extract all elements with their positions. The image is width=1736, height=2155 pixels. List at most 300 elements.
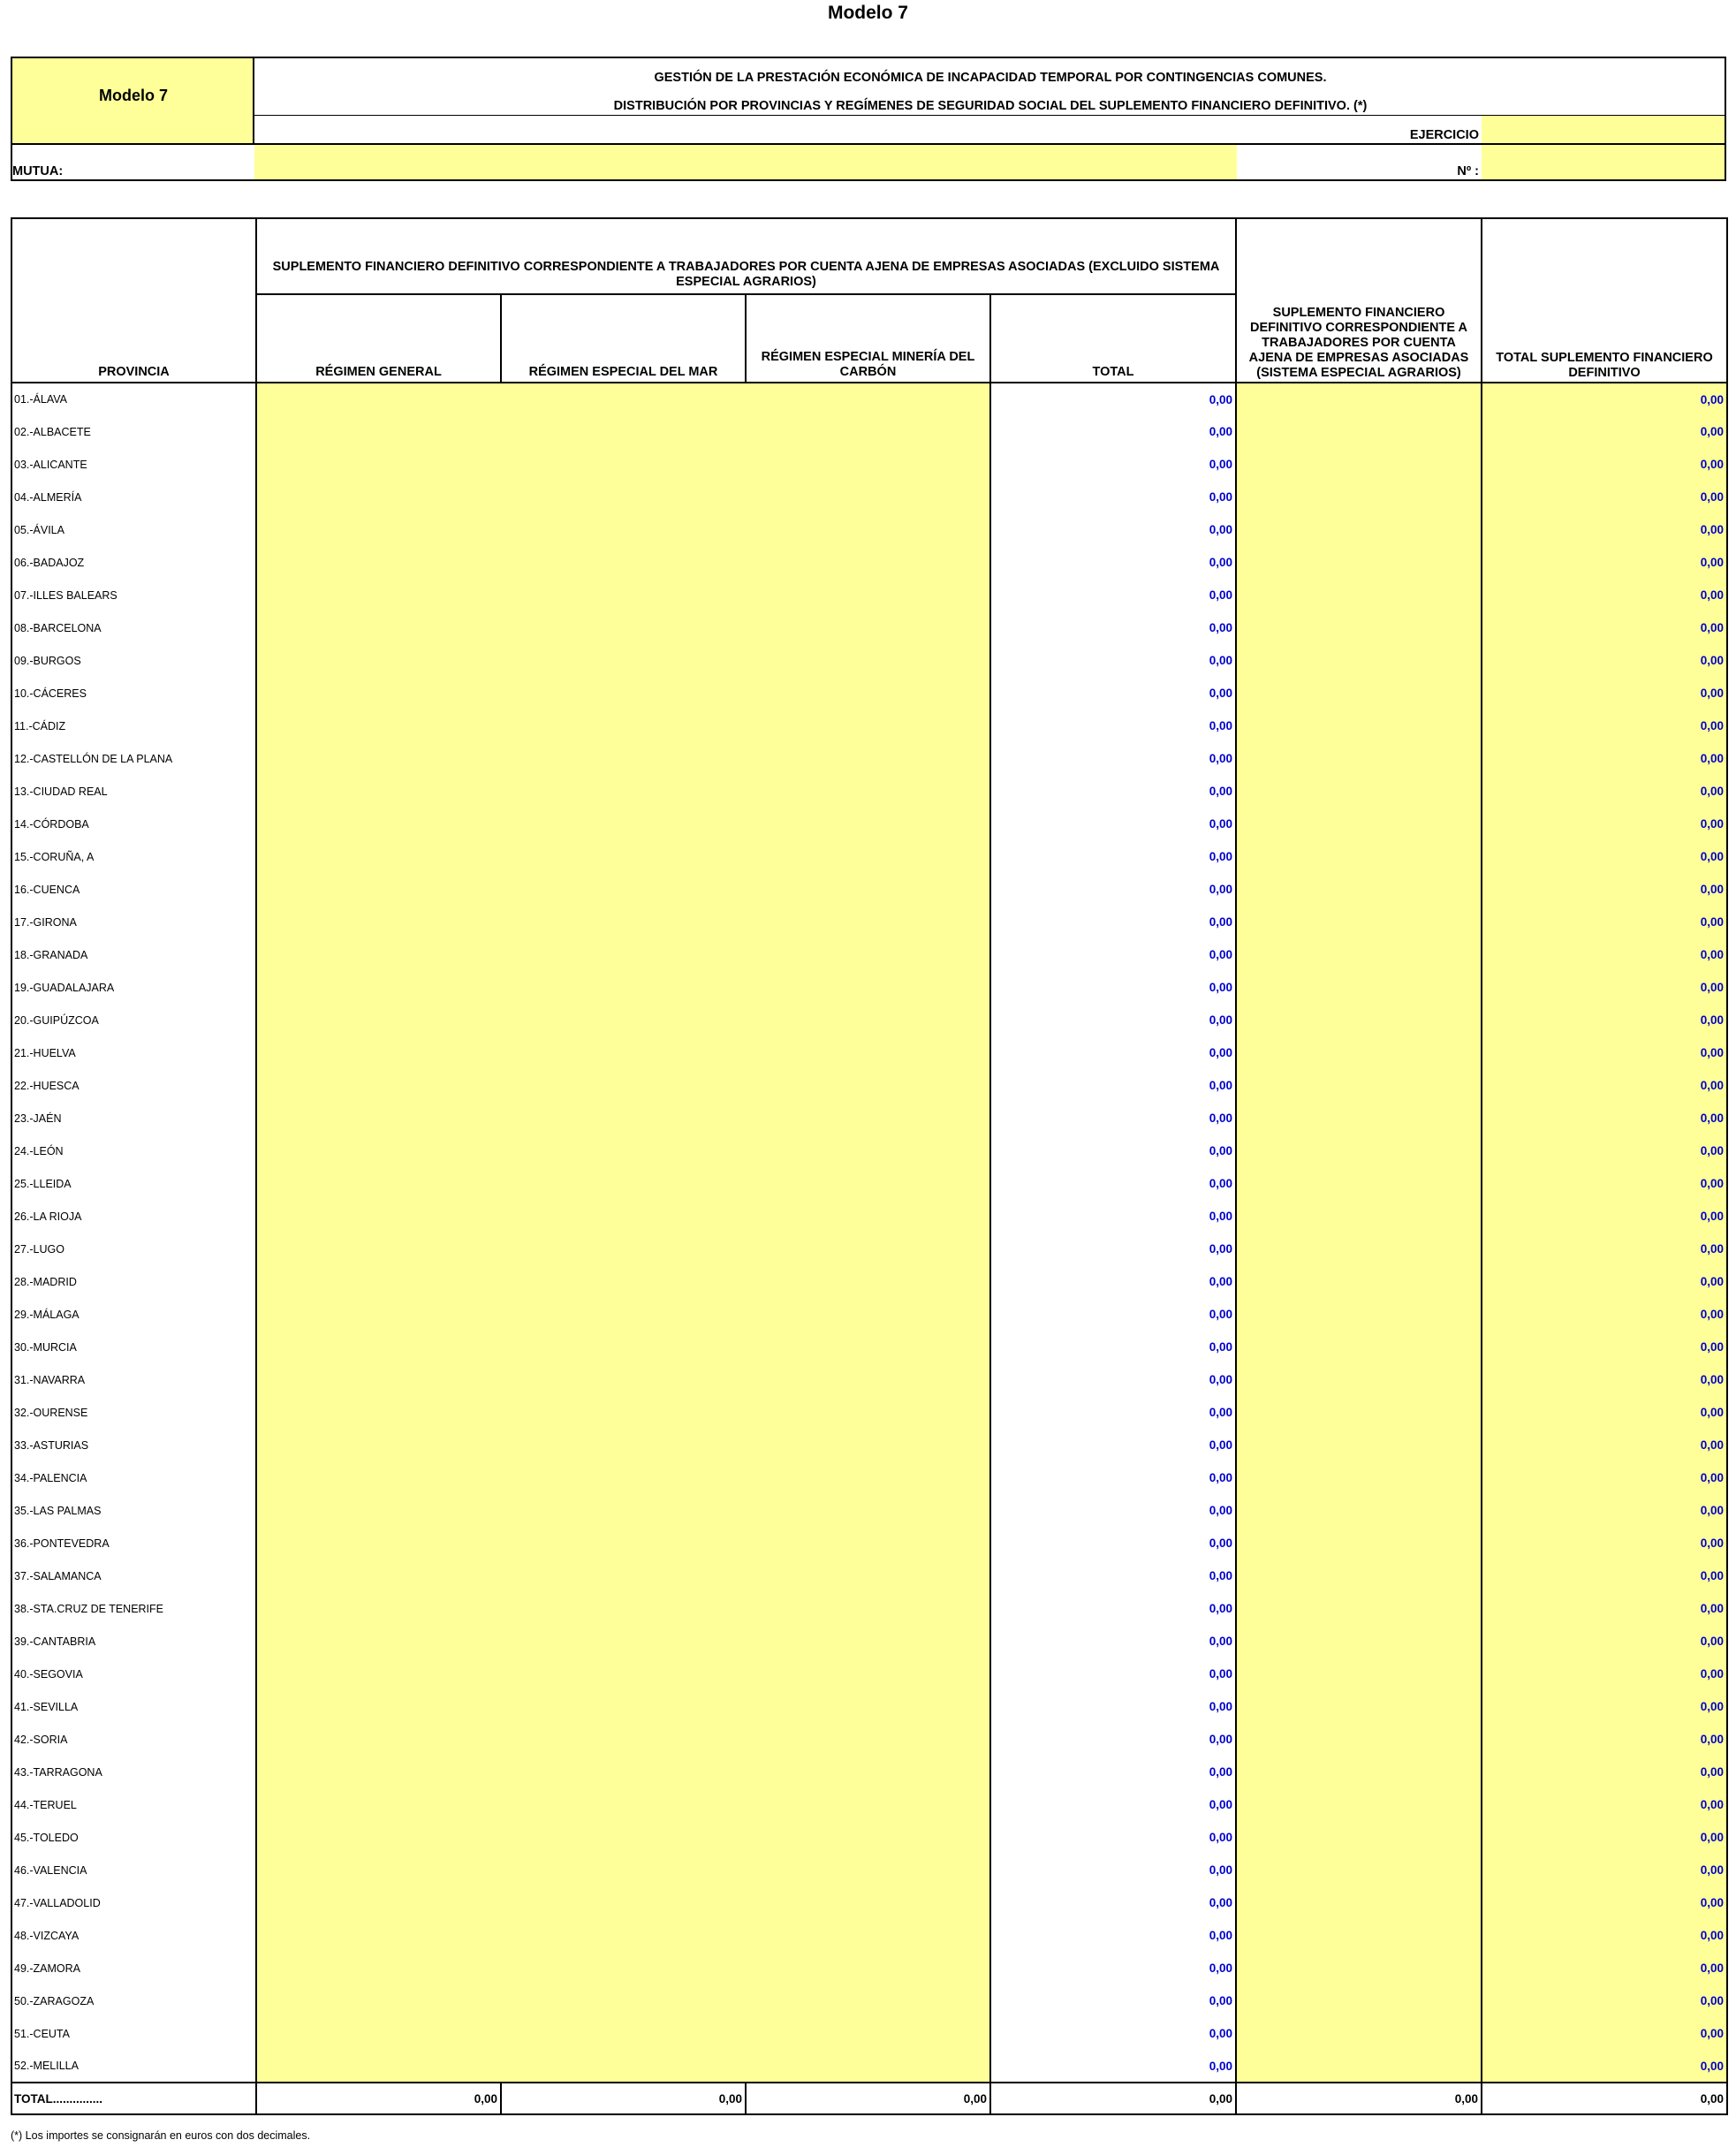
mineria-input[interactable] (746, 1069, 990, 1102)
mineria-input[interactable] (746, 1429, 990, 1461)
total-sf-cell: 0,00 (1482, 1821, 1727, 1854)
agrarios-input[interactable] (1236, 1396, 1482, 1429)
total-sf-cell: 0,00 (1482, 1690, 1727, 1723)
general-input[interactable] (256, 579, 501, 611)
table-row (11, 677, 1727, 709)
mineria-input[interactable] (746, 1625, 990, 1658)
general-input[interactable] (256, 1919, 501, 1952)
agrarios-input[interactable] (1236, 808, 1482, 840)
total-cell: 0,00 (990, 1429, 1236, 1461)
agrarios-input[interactable] (1236, 2050, 1482, 2083)
table-row (11, 1821, 1727, 1854)
mineria-input[interactable] (746, 709, 990, 742)
mar-input[interactable] (501, 1200, 746, 1233)
table-row (11, 644, 1727, 677)
general-input[interactable] (256, 808, 501, 840)
general-input[interactable] (256, 1363, 501, 1396)
general-input[interactable] (256, 1102, 501, 1134)
general-input[interactable] (256, 1756, 501, 1788)
agrarios-input[interactable] (1236, 709, 1482, 742)
mar-input[interactable] (501, 971, 746, 1004)
total-cell: 0,00 (990, 415, 1236, 448)
mutua-input[interactable] (254, 145, 1237, 179)
total-cell: 0,00 (990, 1233, 1236, 1265)
agrarios-input[interactable] (1236, 742, 1482, 775)
agrarios-input[interactable] (1236, 1854, 1482, 1886)
mar-input[interactable] (501, 1298, 746, 1331)
header-total-sf: TOTAL SUPLEMENTO FINANCIERO DEFINITIVO (1482, 218, 1727, 383)
mar-input[interactable] (501, 1036, 746, 1069)
table-row (11, 383, 1727, 415)
table-row (11, 611, 1727, 644)
total-cell: 0,00 (990, 1494, 1236, 1527)
agrarios-input[interactable] (1236, 1788, 1482, 1821)
mineria-input[interactable] (746, 1004, 990, 1036)
mineria-input[interactable] (746, 2050, 990, 2083)
provincia-cell: 23.-JAÉN (11, 1102, 256, 1134)
mar-input[interactable] (501, 709, 746, 742)
table-row (11, 775, 1727, 808)
general-input[interactable] (256, 1233, 501, 1265)
agrarios-input[interactable] (1236, 775, 1482, 808)
mineria-input[interactable] (746, 481, 990, 513)
agrarios-input[interactable] (1236, 1723, 1482, 1756)
mar-input[interactable] (501, 1658, 746, 1690)
general-input[interactable] (256, 1167, 501, 1200)
mineria-input[interactable] (746, 1134, 990, 1167)
mineria-input[interactable] (746, 1167, 990, 1200)
mar-input[interactable] (501, 775, 746, 808)
general-input[interactable] (256, 1854, 501, 1886)
mineria-input[interactable] (746, 742, 990, 775)
table-row (11, 1494, 1727, 1527)
total-cell: 0,00 (990, 1984, 1236, 2017)
general-input[interactable] (256, 775, 501, 808)
total-cell: 0,00 (990, 383, 1236, 415)
mineria-input[interactable] (746, 1233, 990, 1265)
total-sf-cell: 0,00 (1482, 1984, 1727, 2017)
mar-input[interactable] (501, 1592, 746, 1625)
agrarios-input[interactable] (1236, 1821, 1482, 1854)
table-row (11, 808, 1727, 840)
mineria-input[interactable] (746, 775, 990, 808)
general-input[interactable] (256, 1723, 501, 1756)
provincia-cell: 35.-LAS PALMAS (11, 1494, 256, 1527)
modelo-label: Modelo 7 (98, 87, 168, 104)
total-cell: 0,00 (990, 1723, 1236, 1756)
mineria-input[interactable] (746, 1461, 990, 1494)
general-input[interactable] (256, 1559, 501, 1592)
total-cell: 0,00 (990, 481, 1236, 513)
table-row (11, 1331, 1727, 1363)
mineria-input[interactable] (746, 1886, 990, 1919)
agrarios-input[interactable] (1236, 1265, 1482, 1298)
mineria-input[interactable] (746, 1723, 990, 1756)
mineria-input[interactable] (746, 1756, 990, 1788)
agrarios-input[interactable] (1236, 1069, 1482, 1102)
general-input[interactable] (256, 1429, 501, 1461)
header-group: SUPLEMENTO FINANCIERO DEFINITIVO CORRESPONDIENTE A TRABAJADORES POR CUENTA AJENA DE EMPRESAS ASOCIADAS (EXCLUIDO SISTEMA ESPECIAL AGRARIOS) (256, 218, 1236, 294)
agrarios-input[interactable] (1236, 1625, 1482, 1658)
mineria-input[interactable] (746, 1919, 990, 1952)
agrarios-input[interactable] (1236, 840, 1482, 873)
mineria-input[interactable] (746, 1396, 990, 1429)
general-input[interactable] (256, 1690, 501, 1723)
mar-input[interactable] (501, 1396, 746, 1429)
mineria-input[interactable] (746, 546, 990, 579)
agrarios-input[interactable] (1236, 513, 1482, 546)
provincia-cell: 29.-MÁLAGA (11, 1298, 256, 1331)
agrarios-input[interactable] (1236, 1004, 1482, 1036)
total-sf-cell: 0,00 (1482, 1559, 1727, 1592)
mar-input[interactable] (501, 1559, 746, 1592)
table-row (11, 742, 1727, 775)
mar-input[interactable] (501, 808, 746, 840)
general-input[interactable] (256, 2050, 501, 2083)
agrarios-input[interactable] (1236, 1658, 1482, 1690)
mar-input[interactable] (501, 1429, 746, 1461)
agrarios-input[interactable] (1236, 448, 1482, 481)
mar-input[interactable] (501, 873, 746, 906)
mar-input[interactable] (501, 1886, 746, 1919)
mineria-input[interactable] (746, 1854, 990, 1886)
general-input[interactable] (256, 513, 501, 546)
header-general: RÉGIMEN GENERAL (256, 294, 501, 383)
provincia-cell: 12.-CASTELLÓN DE LA PLANA (11, 742, 256, 775)
agrarios-input[interactable] (1236, 1592, 1482, 1625)
mineria-input[interactable] (746, 1592, 990, 1625)
general-input[interactable] (256, 1200, 501, 1233)
agrarios-input[interactable] (1236, 481, 1482, 513)
numero-label: Nº : (1457, 164, 1479, 178)
provincia-cell: 18.-GRANADA (11, 938, 256, 971)
mineria-input[interactable] (746, 1559, 990, 1592)
mar-input[interactable] (501, 1756, 746, 1788)
general-input[interactable] (256, 1396, 501, 1429)
general-input[interactable] (256, 1527, 501, 1559)
total-cell: 0,00 (990, 1625, 1236, 1658)
total-sf-cell: 0,00 (1482, 1331, 1727, 1363)
agrarios-input[interactable] (1236, 1298, 1482, 1331)
agrarios-input[interactable] (1236, 906, 1482, 938)
total-cell: 0,00 (990, 1036, 1236, 1069)
total-sf-cell: 0,00 (1482, 644, 1727, 677)
table-row (11, 1233, 1727, 1265)
agrarios-input[interactable] (1236, 1233, 1482, 1265)
total-sf-cell: 0,00 (1482, 906, 1727, 938)
agrarios-input[interactable] (1236, 611, 1482, 644)
total-cell: 0,00 (990, 1363, 1236, 1396)
header-mineria: RÉGIMEN ESPECIAL MINERÍA DEL CARBÓN (746, 294, 990, 383)
mar-input[interactable] (501, 1069, 746, 1102)
agrarios-input[interactable] (1236, 1331, 1482, 1363)
mar-input[interactable] (501, 481, 746, 513)
mar-input[interactable] (501, 1363, 746, 1396)
mar-input[interactable] (501, 840, 746, 873)
general-input[interactable] (256, 742, 501, 775)
total-cell: 0,00 (990, 906, 1236, 938)
mineria-input[interactable] (746, 971, 990, 1004)
mineria-input[interactable] (746, 1494, 990, 1527)
mineria-input[interactable] (746, 808, 990, 840)
total-sf-cell: 0,00 (1482, 938, 1727, 971)
table-row (11, 1625, 1727, 1658)
general-input[interactable] (256, 938, 501, 971)
agrarios-input[interactable] (1236, 1756, 1482, 1788)
total-cell: 0,00 (990, 448, 1236, 481)
general-input[interactable] (256, 1984, 501, 2017)
agrarios-input[interactable] (1236, 971, 1482, 1004)
mar-input[interactable] (501, 1984, 746, 2017)
general-input[interactable] (256, 1298, 501, 1331)
agrarios-input[interactable] (1236, 1036, 1482, 1069)
mineria-input[interactable] (746, 840, 990, 873)
ejercicio-input[interactable] (1482, 116, 1725, 143)
agrarios-input[interactable] (1236, 2017, 1482, 2050)
general-input[interactable] (256, 906, 501, 938)
provincia-cell: 34.-PALENCIA (11, 1461, 256, 1494)
general-input[interactable] (256, 873, 501, 906)
agrarios-input[interactable] (1236, 1527, 1482, 1559)
general-input[interactable] (256, 1821, 501, 1854)
mineria-input[interactable] (746, 873, 990, 906)
mar-input[interactable] (501, 1821, 746, 1854)
mar-input[interactable] (501, 1004, 746, 1036)
table-row (11, 906, 1727, 938)
general-input[interactable] (256, 1952, 501, 1984)
mar-input[interactable] (501, 1854, 746, 1886)
table-row (11, 1004, 1727, 1036)
mar-input[interactable] (501, 742, 746, 775)
mineria-input[interactable] (746, 448, 990, 481)
mineria-input[interactable] (746, 1036, 990, 1069)
agrarios-input[interactable] (1236, 873, 1482, 906)
general-input[interactable] (256, 644, 501, 677)
mineria-input[interactable] (746, 1363, 990, 1396)
general-input[interactable] (256, 383, 501, 415)
mar-input[interactable] (501, 1167, 746, 1200)
general-input[interactable] (256, 1592, 501, 1625)
agrarios-input[interactable] (1236, 938, 1482, 971)
mineria-input[interactable] (746, 1658, 990, 1690)
general-input[interactable] (256, 1788, 501, 1821)
agrarios-input[interactable] (1236, 1559, 1482, 1592)
general-input[interactable] (256, 611, 501, 644)
total-sf-cell: 0,00 (1482, 579, 1727, 611)
mar-input[interactable] (501, 513, 746, 546)
mineria-input[interactable] (746, 1984, 990, 2017)
mar-input[interactable] (501, 1102, 746, 1134)
general-input[interactable] (256, 546, 501, 579)
general-input[interactable] (256, 481, 501, 513)
agrarios-input[interactable] (1236, 644, 1482, 677)
general-input[interactable] (256, 677, 501, 709)
mineria-input[interactable] (746, 1821, 990, 1854)
table-row (11, 1527, 1727, 1559)
total-cell: 0,00 (990, 1952, 1236, 1984)
general-input[interactable] (256, 1265, 501, 1298)
mineria-input[interactable] (746, 2017, 990, 2050)
general-input[interactable] (256, 415, 501, 448)
mar-input[interactable] (501, 2050, 746, 2083)
general-input[interactable] (256, 1004, 501, 1036)
mineria-input[interactable] (746, 415, 990, 448)
total-sf-cell: 0,00 (1482, 1756, 1727, 1788)
table-row (11, 1788, 1727, 1821)
mineria-input[interactable] (746, 1527, 990, 1559)
mar-input[interactable] (501, 938, 746, 971)
table-row (11, 579, 1727, 611)
mar-input[interactable] (501, 579, 746, 611)
total-sf-cell: 0,00 (1482, 1167, 1727, 1200)
total-sf-cell: 0,00 (1482, 873, 1727, 906)
mineria-input[interactable] (746, 579, 990, 611)
table-row (11, 938, 1727, 971)
provincia-cell: 52.-MELILLA (11, 2050, 256, 2083)
header-agrarios: SUPLEMENTO FINANCIERO DEFINITIVO CORRESPONDIENTE A TRABAJADORES POR CUENTA AJENA DE EMPRESAS ASOCIADAS (SISTEMA ESPECIAL AGRARIOS) (1236, 218, 1482, 383)
agrarios-input[interactable] (1236, 1363, 1482, 1396)
total-sf-cell: 0,00 (1482, 1200, 1727, 1233)
table-row (11, 1690, 1727, 1723)
mar-input[interactable] (501, 1461, 746, 1494)
mar-input[interactable] (501, 2017, 746, 2050)
total-cell: 0,00 (990, 1200, 1236, 1233)
agrarios-input[interactable] (1236, 383, 1482, 415)
mineria-input[interactable] (746, 1265, 990, 1298)
mar-input[interactable] (501, 546, 746, 579)
table-row (11, 1396, 1727, 1429)
mar-input[interactable] (501, 1494, 746, 1527)
total-sf-cell: 0,00 (1482, 1494, 1727, 1527)
header-line2: DISTRIBUCIÓN POR PROVINCIAS Y REGÍMENES DE SEGURIDAD SOCIAL DEL SUPLEMENTO FINANCIERO DEFINITIVO. (*) (613, 99, 1368, 113)
total-cell: 0,00 (990, 1134, 1236, 1167)
total-cell: 0,00 (990, 1461, 1236, 1494)
agrarios-input[interactable] (1236, 1494, 1482, 1527)
mar-input[interactable] (501, 1265, 746, 1298)
mineria-input[interactable] (746, 644, 990, 677)
provincia-cell: 17.-GIRONA (11, 906, 256, 938)
agrarios-input[interactable] (1236, 1167, 1482, 1200)
mineria-input[interactable] (746, 1200, 990, 1233)
agrarios-input[interactable] (1236, 1984, 1482, 2017)
mar-input[interactable] (501, 1919, 746, 1952)
mar-input[interactable] (501, 1788, 746, 1821)
mar-input[interactable] (501, 906, 746, 938)
agrarios-input[interactable] (1236, 1429, 1482, 1461)
general-input[interactable] (256, 971, 501, 1004)
general-input[interactable] (256, 2017, 501, 2050)
mineria-input[interactable] (746, 1788, 990, 1821)
agrarios-input[interactable] (1236, 579, 1482, 611)
agrarios-input[interactable] (1236, 1919, 1482, 1952)
agrarios-input[interactable] (1236, 546, 1482, 579)
agrarios-input[interactable] (1236, 1200, 1482, 1233)
agrarios-input[interactable] (1236, 1952, 1482, 1984)
header-line1: GESTIÓN DE LA PRESTACIÓN ECONÓMICA DE INCAPACIDAD TEMPORAL POR CONTINGENCIAS COMUNES. (654, 71, 1327, 85)
mar-input[interactable] (501, 1134, 746, 1167)
agrarios-input[interactable] (1236, 1886, 1482, 1919)
mar-input[interactable] (501, 1952, 746, 1984)
general-input[interactable] (256, 1461, 501, 1494)
general-input[interactable] (256, 1658, 501, 1690)
total-cell: 0,00 (990, 1658, 1236, 1690)
mar-input[interactable] (501, 1723, 746, 1756)
mineria-input[interactable] (746, 1331, 990, 1363)
agrarios-input[interactable] (1236, 415, 1482, 448)
agrarios-input[interactable] (1236, 1690, 1482, 1723)
mar-input[interactable] (501, 1331, 746, 1363)
provincia-cell: 46.-VALENCIA (11, 1854, 256, 1886)
numero-input[interactable] (1482, 145, 1725, 179)
mineria-input[interactable] (746, 611, 990, 644)
agrarios-input[interactable] (1236, 1461, 1482, 1494)
mar-input[interactable] (501, 383, 746, 415)
total-cell: 0,00 (990, 1298, 1236, 1331)
total-sf-cell: 0,00 (1482, 808, 1727, 840)
mineria-input[interactable] (746, 1952, 990, 1984)
total-cell: 0,00 (990, 1396, 1236, 1429)
table-row (11, 971, 1727, 1004)
mineria-input[interactable] (746, 938, 990, 971)
mineria-input[interactable] (746, 1298, 990, 1331)
total-cell: 0,00 (990, 546, 1236, 579)
mar-input[interactable] (501, 1625, 746, 1658)
mar-input[interactable] (501, 415, 746, 448)
total-sf-cell: 0,00 (1482, 971, 1727, 1004)
mineria-input[interactable] (746, 1102, 990, 1134)
total-cell: 0,00 (990, 2050, 1236, 2083)
provincia-cell: 01.-ÁLAVA (11, 383, 256, 415)
mar-input[interactable] (501, 644, 746, 677)
agrarios-input[interactable] (1236, 1102, 1482, 1134)
general-input[interactable] (256, 1331, 501, 1363)
total-cell: 0,00 (990, 513, 1236, 546)
general-input[interactable] (256, 1069, 501, 1102)
mar-input[interactable] (501, 1233, 746, 1265)
general-input[interactable] (256, 1494, 501, 1527)
total-sf-cell: 0,00 (1482, 2017, 1727, 2050)
mar-input[interactable] (501, 1527, 746, 1559)
general-input[interactable] (256, 1625, 501, 1658)
header-mar: RÉGIMEN ESPECIAL DEL MAR (501, 294, 746, 383)
mineria-input[interactable] (746, 1690, 990, 1723)
general-input[interactable] (256, 448, 501, 481)
mineria-input[interactable] (746, 906, 990, 938)
total-sf-cell: 0,00 (1482, 1102, 1727, 1134)
provincia-cell: 09.-BURGOS (11, 644, 256, 677)
total-sf-cell: 0,00 (1482, 2050, 1727, 2083)
mineria-input[interactable] (746, 383, 990, 415)
mineria-input[interactable] (746, 513, 990, 546)
general-input[interactable] (256, 1886, 501, 1919)
mar-input[interactable] (501, 611, 746, 644)
agrarios-input[interactable] (1236, 1134, 1482, 1167)
total-sf-cell: 0,00 (1482, 742, 1727, 775)
agrarios-input[interactable] (1236, 677, 1482, 709)
mineria-input[interactable] (746, 677, 990, 709)
general-input[interactable] (256, 840, 501, 873)
general-input[interactable] (256, 1134, 501, 1167)
mar-input[interactable] (501, 448, 746, 481)
general-input[interactable] (256, 1036, 501, 1069)
provincia-cell: 27.-LUGO (11, 1233, 256, 1265)
mar-input[interactable] (501, 677, 746, 709)
total-sf-cell: 0,00 (1482, 1886, 1727, 1919)
general-input[interactable] (256, 709, 501, 742)
total-cell: 0,00 (990, 1854, 1236, 1886)
mar-input[interactable] (501, 1690, 746, 1723)
total-cell: 0,00 (990, 1069, 1236, 1102)
